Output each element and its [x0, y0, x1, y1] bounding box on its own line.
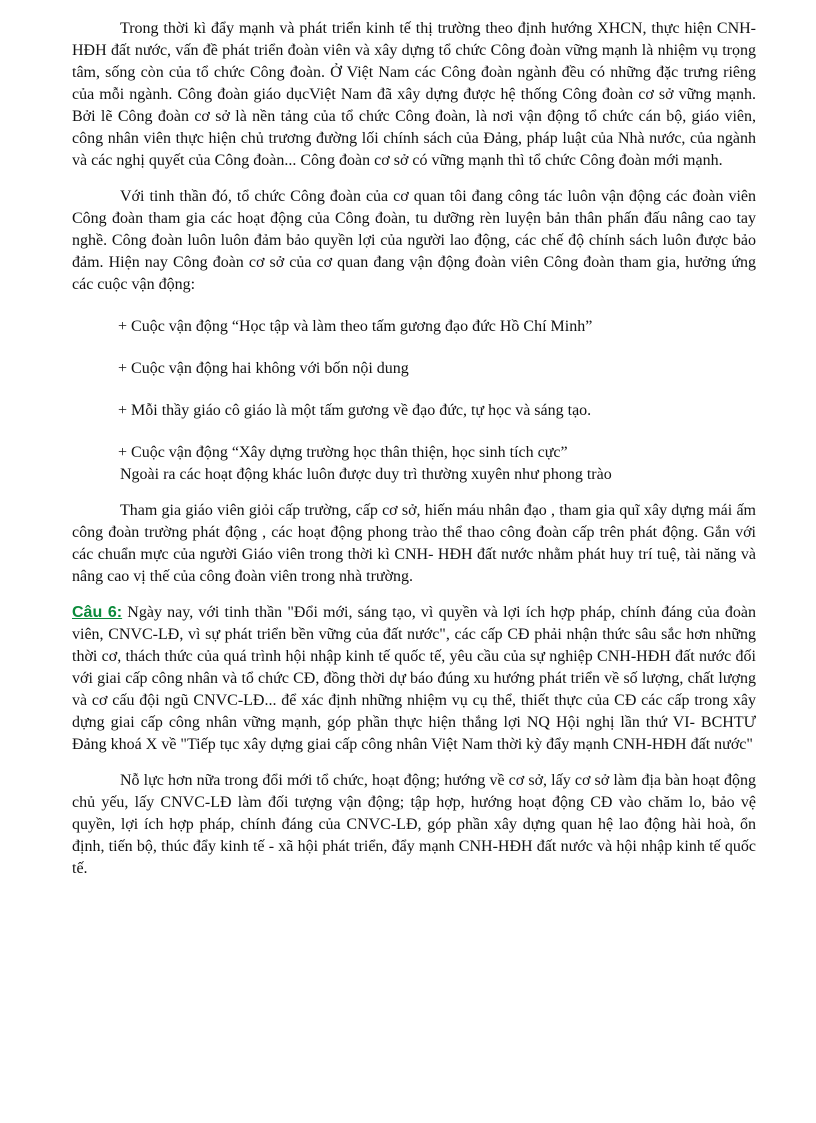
paragraph-other-activities: Ngoài ra các hoạt động khác luôn được duy trì thường xuyên như phong trào: [120, 466, 612, 483]
paragraph-participation: Tham gia giáo viên giỏi cấp trường, cấp cơ sở, hiến máu nhân đạo , tham gia quĩ xây dựng mái ấm công đoàn trường phát động , các hoạt động phong trào thể thao công đoàn cấp trên phát động. Gắn với các chuẩn mực của người Giáo viên trong thời kì CNH- HĐH đất nước nhằm phát huy trí tuệ, tài năng và nâng cao vị thế của công đoàn viên trong nhà trường.: [72, 502, 756, 585]
question-6-text: Ngày nay, với tinh thần "Đổi mới, sáng tạo, vì quyền và lợi ích hợp pháp, chính đáng của đoàn viên, CNVC-LĐ, vì sự phát triển bền vững của đất nước", các cấp CĐ phải nhận thức sâu sắc hơn những thời cơ, thách thức của quá trình hội nhập kinh tế quốc tế, yêu cầu của sự nghiệp CNH-HĐH đất nước đối với giai cấp công nhân và tổ chức CĐ, đồng thời dự báo đúng xu hướng phát triển về số lượng, chất lượng và cơ cấu đội ngũ CNVC-LĐ... để xác định những nhiệm vụ cụ thể, thiết thực của CĐ các cấp trong xây dựng giai cấp công nhân vững mạnh, góp phần thực hiện thắng lợi NQ Hội nghị lần thứ VI- BCHTƯ Đảng khoá X về "Tiếp tục xây dựng giai cấp công nhân Việt Nam thời kỳ đẩy mạnh CNH-HĐH đất nước": [72, 604, 756, 753]
list-item-campaign-4: + Cuộc vận động “Xây dựng trường học thân thiện, học sinh tích cực”: [118, 444, 568, 461]
list-item-campaign-2: + Cuộc vận động hai không với bốn nội dung: [118, 360, 409, 377]
paragraph-union-activities: Với tinh thần đó, tổ chức Công đoàn của cơ quan tôi đang công tác luôn vận động các đoàn viên Công đoàn tham gia các hoạt động của Công đoàn, tu dưỡng rèn luyện bản thân phấn đấu nâng cao tay nghề. Công đoàn luôn luôn đảm bảo quyền lợi của người lao động, các chế độ chính sách luôn được bảo đảm. Hiện nay Công đoàn cơ sở của cơ quan đang vận động đoàn viên Công đoàn tham gia, hưởng ứng các cuộc vận động:: [72, 188, 756, 293]
paragraph-efforts: Nỗ lực hơn nữa trong đổi mới tổ chức, hoạt động; hướng về cơ sở, lấy cơ sở làm địa bàn hoạt động chủ yếu, lấy CNVC-LĐ làm đối tượng vận động; tập hợp, hướng hoạt động CĐ vào chăm lo, bảo vệ quyền, lợi ích hợp pháp, chính đáng của CNVC-LĐ, góp phần xây dựng quan hệ lao động hài hoà, ổn định, tiến bộ, thúc đẩy kinh tế - xã hội phát triển, đẩy mạnh CNH-HĐH đất nước và hội nhập kinh tế quốc tế.: [72, 772, 756, 877]
document-page: [72, 18, 756, 880]
list-item-campaign-3: + Mỗi thầy giáo cô giáo là một tấm gương về đạo đức, tự học và sáng tạo.: [118, 402, 592, 419]
question-6-label: Câu 6:: [72, 604, 123, 621]
list-item-campaign-1: + Cuộc vận động “Học tập và làm theo tấm gương đạo đức Hồ Chí Minh”: [118, 318, 593, 335]
paragraph-intro: Trong thời kì đẩy mạnh và phát triển kinh tế thị trường theo định hướng XHCN, thực hiện CNH- HĐH đất nước, vấn đề phát triển đoàn viên và xây dựng tổ chức Công đoàn vững mạnh là nhiệm vụ trọng tâm, sống còn của tổ chức Công đoàn. Ở Việt Nam các Công đoàn ngành đều có những đặc trưng riêng của mỗi ngành. Công đoàn giáo dụcViệt Nam đã xây dựng được hệ thống Công đoàn cơ sở vững mạnh. Bởi lẽ Công đoàn cơ sở là nền tảng của tổ chức Công đoàn, là nơi vận động tổ chức cán bộ, giáo viên, công nhân viên thực hiện chủ trương đường lối chính sách của Đảng, pháp luật của Nhà nước, của ngành và các nghị quyết của Công đoàn... Công đoàn cơ sở có vững mạnh thì tổ chức Công đoàn mới mạnh.: [72, 20, 756, 169]
question-6: [72, 602, 756, 756]
